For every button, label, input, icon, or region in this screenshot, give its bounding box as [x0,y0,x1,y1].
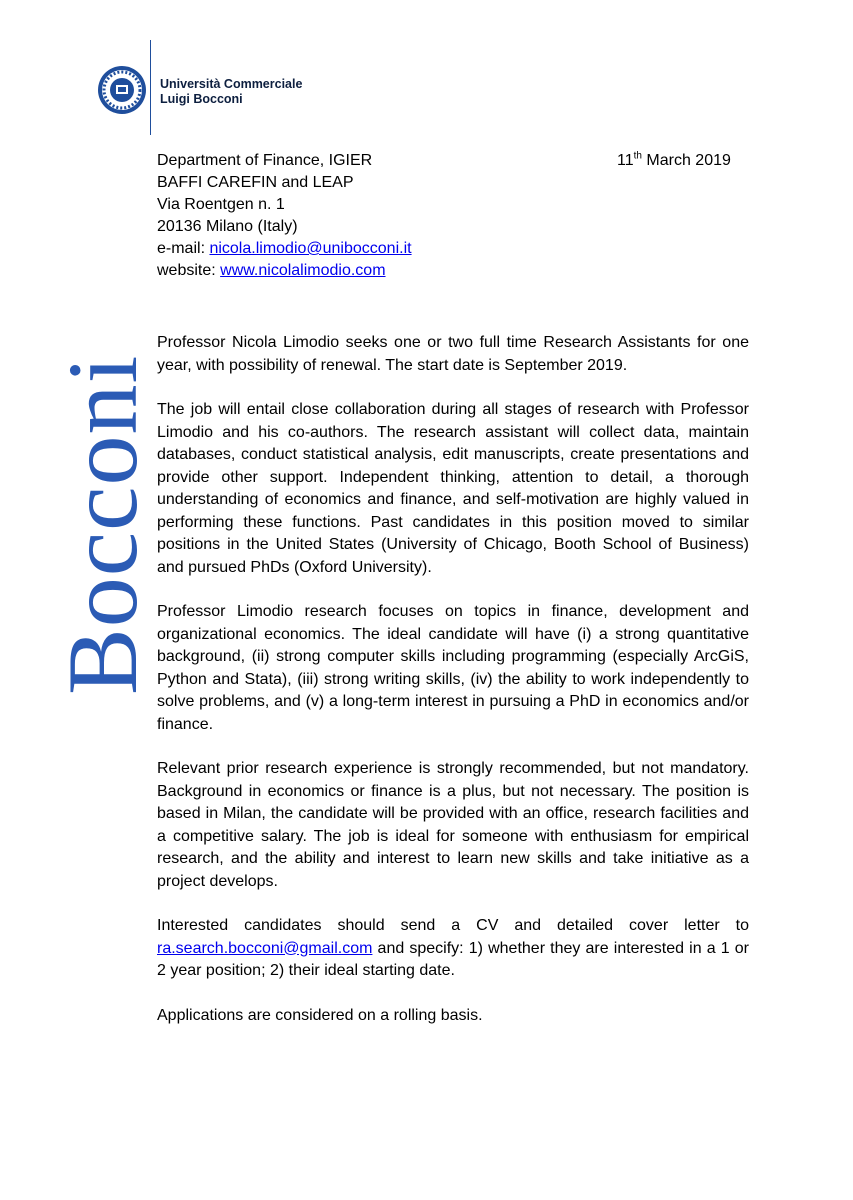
paragraph-intro: Professor Nicola Limodio seeks one or two full time Research Assistants for one year, with possibility of renewal. The start date is September 2019. [157,334,749,374]
paragraph-job-description: The job will entail close collaboration during all stages of research with Professor Limodio and his co-authors. The research assistant will collect data, maintain databases, conduct statistical analysis, edit manuscripts, create presentations and provide other support. Independent thinking, attention to detail, a thorough understanding of economics and finance, and self-motivation are highly valued in performing these functions. Past candidates in this position moved to similar positions in the United States (University of Chicago, Booth School of Business) and pursued PhDs (Oxford University). [157,401,749,576]
paragraph-application [157,915,749,983]
address-line-4: 20136 Milano (Italy) [157,218,298,235]
university-name [160,77,302,107]
date-day: 11 [617,152,634,169]
university-name-line1: Università Commerciale [160,77,303,91]
website-link[interactable]: www.nicolalimodio.com [220,262,386,279]
bocconi-seal-icon [97,65,147,115]
application-email-link[interactable]: ra.search.bocconi@gmail.com [157,939,373,957]
email-row [157,238,412,260]
university-name-line2: Luigi Bocconi [160,92,243,106]
date-suffix: th [633,150,642,162]
paragraph-requirements: Professor Limodio research focuses on topics in finance, development and organizational economics. The ideal candidate will have (i) a strong quantitative background, (ii) strong computer skills including programming (especially ArcGiS, Python and Stata), (iii) strong writing skills, (iv) the ability to work independently to solve problems, and (v) a long-term interest in pursuing a PhD in economics and/or finance. [157,603,749,733]
bocconi-wordmark: Bocconi [47,354,158,695]
address-line-1: Department of Finance, IGIER [157,152,373,169]
date-month-year: March 2019 [641,152,731,169]
website-label: website: [157,262,221,279]
address-line-2: BAFFI CAREFIN and LEAP [157,174,354,191]
letter-body [157,332,749,1049]
paragraph-rolling-basis: Applications are considered on a rolling basis. [157,1006,483,1024]
email-link[interactable]: nicola.limodio@unibocconi.it [209,240,412,257]
email-label: e-mail: [157,240,210,257]
paragraph-position-details: Relevant prior research experience is strongly recommended, but not mandatory. Background in economics or finance is a plus, but not necessary. The position is based in Milan, the candidate will be provided with an office, research facilities and a competitive salary. The job is ideal for someone with enthusiasm for empirical research, and the ability and interest to learn new skills and take initiative as a project develops. [157,760,749,890]
sender-address [157,150,412,282]
logo-divider [150,40,151,135]
address-line-3: Via Roentgen n. 1 [157,196,285,213]
application-text-before: Interested candidates should send a CV and detailed cover letter to [157,917,749,934]
application-text-after: and specify: 1) whether they are interested in a 1 or 2 year position; 2) their ideal starting date. [157,939,749,979]
website-row [157,260,412,282]
letter-date [617,150,731,172]
